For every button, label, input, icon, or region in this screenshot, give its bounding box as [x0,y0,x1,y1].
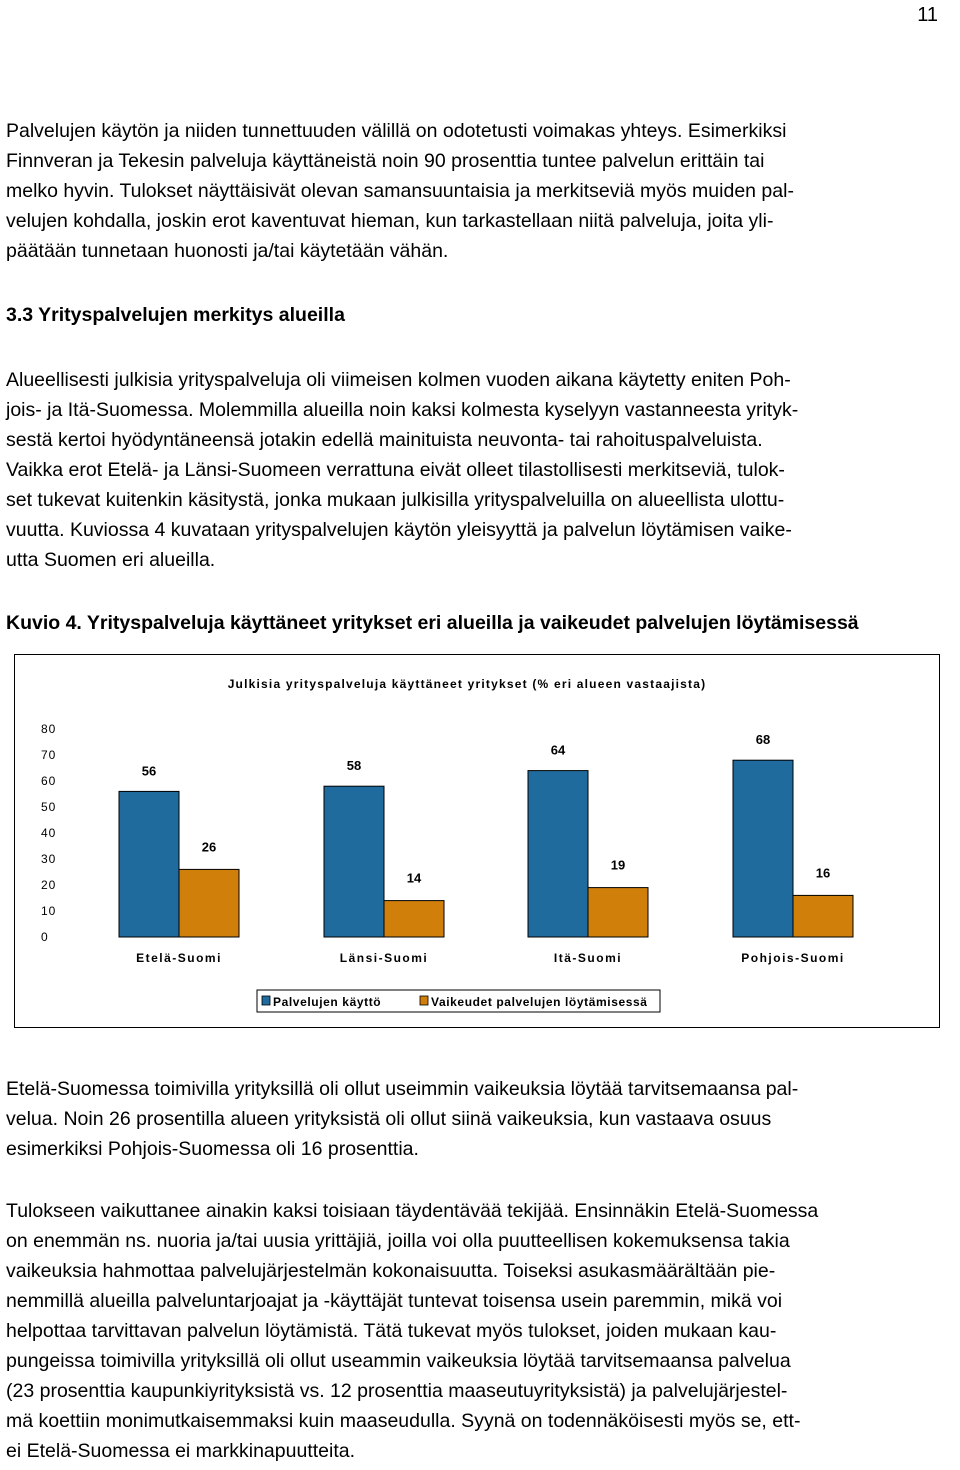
y-tick-label: 80 [41,722,57,736]
paragraph-3 [6,1074,956,1164]
x-tick-label: Itä-Suomi [553,951,623,965]
section-heading: 3.3 Yrityspalvelujen merkitys alueilla [6,304,345,326]
bar-chart [15,655,938,1026]
paragraph-line: (23 prosenttia kaupunkiyrityksistä vs. 12 prosenttia maaseutuyrityksistä) ja palvelujärjestel- [6,1380,788,1402]
paragraph-line: päätään tunnetaan huonosti ja/tai käytetään vähän. [6,240,449,262]
data-label: 16 [815,865,831,881]
paragraph-line: set tukevat kuitenkin käsitystä, jonka mukaan julkisilla yrityspalveluilla on alueellista ulottu- [6,489,785,511]
x-tick-label: Pohjois-Suomi [741,951,845,965]
paragraph-line: nemmillä alueilla palveluntarjoajat ja -käyttäjät tuntevat toisensa usein paremmin, mikä voi [6,1290,783,1312]
data-label: 64 [550,742,566,758]
legend-label: Palvelujen käyttö [273,995,382,1009]
x-tick-label: Länsi-Suomi [339,951,429,965]
page-number: 11 [917,4,938,26]
paragraph-line: Etelä-Suomessa toimivilla yrityksillä oli ollut useimmin vaikeuksia löytää tarvitsemaansa pal- [6,1078,799,1100]
paragraph-line: Palvelujen käytön ja niiden tunnettuuden välillä on odotetusti voimakas yhteys. Esimerkiksi [6,120,787,142]
paragraph-line: helpottaa tarvittavan palvelun löytämistä. Tätä tukevat myös tulokset, joiden mukaan kau- [6,1320,777,1342]
legend-swatch [262,996,270,1005]
paragraph-line: melko hyvin. Tulokset näyttäisivät olevan samansuuntaisia ja merkitseviä myös muiden pal- [6,180,794,202]
paragraph-line: Alueellisesti julkisia yrityspalveluja oli viimeisen kolmen vuoden aikana käytetty eniten Poh- [6,369,791,391]
paragraph-line: Tulokseen vaikuttanee ainakin kaksi toisiaan täydentävää tekijää. Ensinnäkin Etelä-Suomessa [6,1200,819,1222]
y-tick-label: 30 [41,852,57,866]
paragraph-line: on enemmän ns. nuoria ja/tai uusia yrittäjiä, joilla voi olla puutteellisen kokemuksensa takia [6,1230,790,1252]
figure-caption: Kuvio 4. Yrityspalveluja käyttäneet yritykset eri alueilla ja vaikeudet palvelujen löytämisessä [6,612,859,634]
legend-label: Vaikeudet palvelujen löytämisessä [431,995,648,1009]
legend-swatch [420,996,428,1005]
paragraph-line: mä koettiin monimutkaisemmaksi kuin maaseudulla. Syynä on todennäköisesti myös se, ett- [6,1410,801,1432]
paragraph-line: Finnveran ja Tekesin palveluja käyttäneistä noin 90 prosenttia tuntee palvelun erittäin tai [6,150,765,172]
paragraph-line: ei Etelä-Suomessa ei markkinapuutteita. [6,1440,356,1462]
y-tick-label: 10 [41,904,57,918]
paragraph-line: pungeissa toimivilla yrityksillä oli ollut useammin vaikeuksia löytää tarvitsemaansa palvelua [6,1350,791,1372]
bar [119,791,179,937]
y-tick-label: 70 [41,748,57,762]
paragraph-1 [6,116,956,266]
x-tick-label: Etelä-Suomi [136,951,222,965]
y-tick-label: 50 [41,800,57,814]
paragraph-4 [6,1196,956,1466]
bar [793,895,853,937]
bar [179,869,239,937]
bar [733,760,793,937]
data-label: 19 [610,857,626,873]
paragraph-line: vuutta. Kuviossa 4 kuvataan yrityspalvelujen käytön yleisyyttä ja palvelun löytämisen vaike- [6,519,792,541]
paragraph-line: utta Suomen eri alueilla. [6,549,216,571]
paragraph-line: esimerkiksi Pohjois-Suomessa oli 16 prosenttia. [6,1138,419,1160]
paragraph-line: velujen kohdalla, joskin erot kaventuvat hieman, kun tarkastellaan niitä palveluja, joita yli- [6,210,774,232]
paragraph-line: velua. Noin 26 prosentilla alueen yrityksistä oli ollut siinä vaikeuksia, kun vastaava osuus [6,1108,772,1130]
y-tick-label: 40 [41,826,57,840]
bar [528,771,588,937]
paragraph-line: jois- ja Itä-Suomessa. Molemmilla alueilla noin kaksi kolmesta kyselyyn vastanneesta yrityk- [6,399,799,421]
paragraph-line: sestä kertoi hyödyntäneensä jotakin edellä mainituista neuvonta- tai rahoituspalveluista. [6,429,763,451]
bar [384,901,444,937]
chart-title: Julkisia yrityspalveluja käyttäneet yritykset (% eri alueen vastaajista) [227,677,707,691]
bar [324,786,384,937]
data-label: 14 [406,870,422,886]
y-tick-label: 20 [41,878,57,892]
bar-chart-frame [14,654,940,1028]
data-label: 26 [201,839,217,855]
paragraph-2 [6,365,956,575]
bar [588,888,648,937]
data-label: 58 [346,758,362,774]
y-tick-label: 60 [41,774,57,788]
paragraph-line: vaikeuksia hahmottaa palvelujärjestelmän kokonaisuutta. Toiseksi asukasmäärältään pie- [6,1260,776,1282]
data-label: 68 [755,732,771,748]
y-tick-label: 0 [41,930,49,944]
paragraph-line: Vaikka erot Etelä- ja Länsi-Suomeen verrattuna eivät olleet tilastollisesti merkitseviä, tulok- [6,459,785,481]
data-label: 56 [141,763,157,779]
